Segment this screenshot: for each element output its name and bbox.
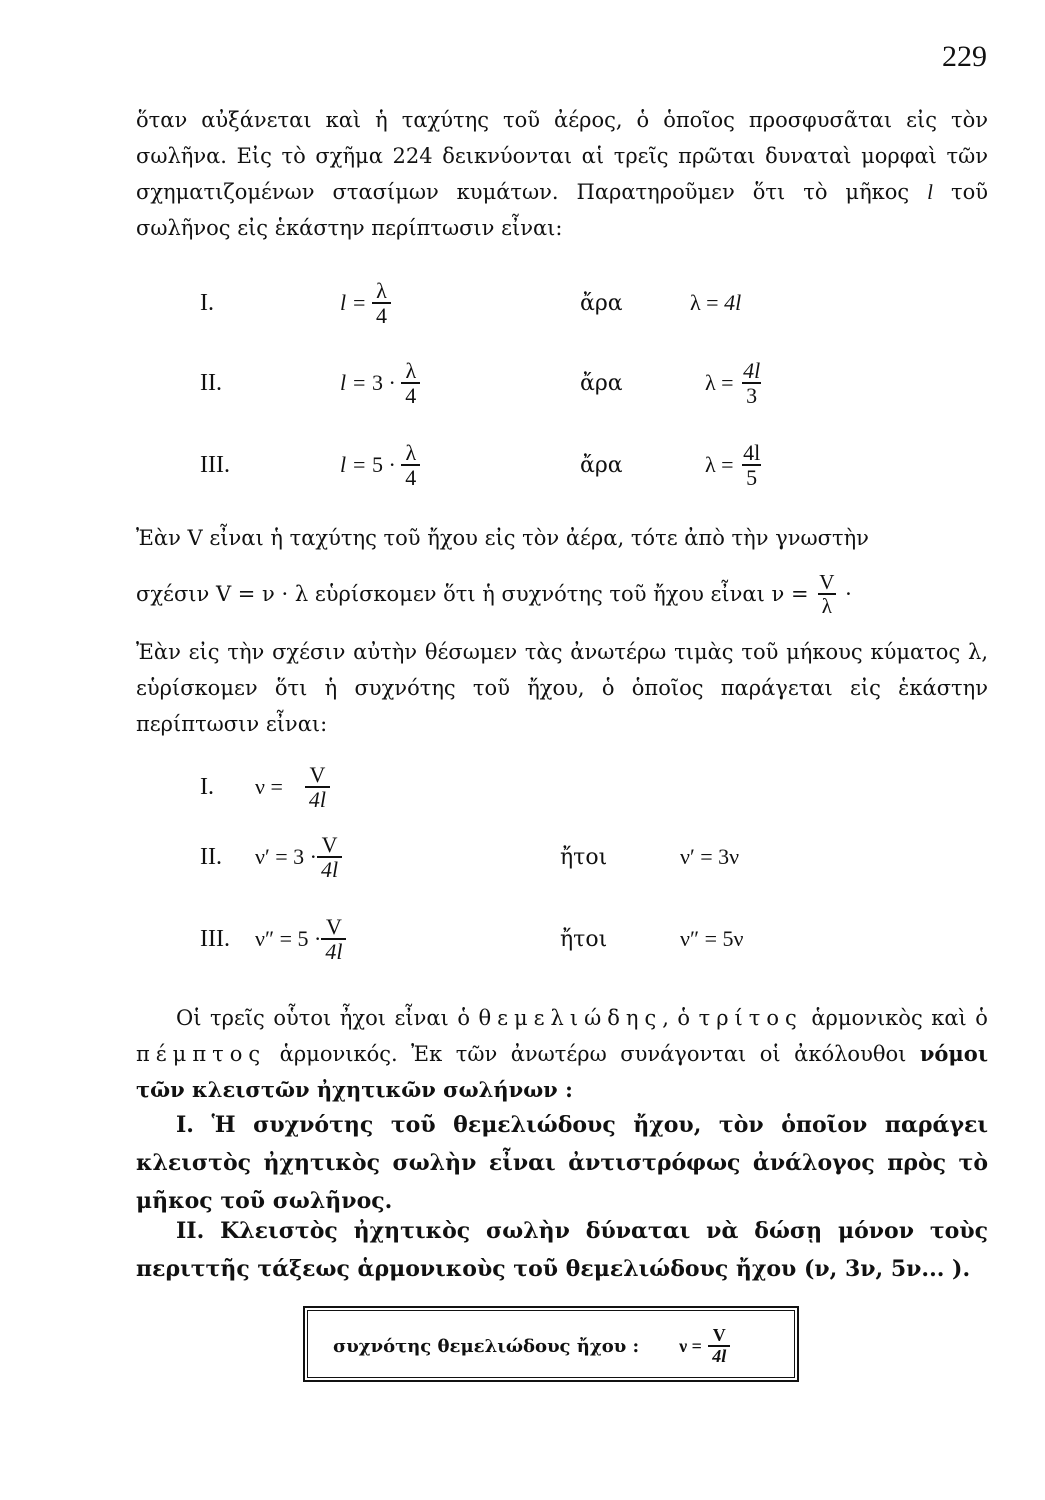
- case-result: λ = $\frac{4l}{3}$: [705, 348, 764, 418]
- ara-word: ἄρα: [580, 370, 623, 396]
- length-symbol: l: [927, 180, 933, 204]
- case-lhs: ν = $\frac{V}{4l}$: [255, 752, 330, 822]
- etoi-word: ἤτοι: [560, 926, 608, 952]
- relation-tail: ·: [845, 582, 852, 606]
- case-lhs: ν′ = 3 · $\frac{V}{4l}$: [255, 822, 342, 892]
- case-lhs: l = 3 · $\frac{\lambda}{4}$: [340, 348, 420, 418]
- case-result: λ = 4l: [690, 290, 742, 315]
- fifth-term: πέμπτος: [136, 1042, 267, 1066]
- fraction: $\frac{\lambda}{4}$: [401, 441, 420, 489]
- case-result: ν′ = 3ν: [680, 844, 740, 869]
- relation-line-1: Ἐὰν V εἶναι ἡ ταχύτης τοῦ ἤχου εἰς τὸν ἀέρα, τότε ἀπὸ τὴν γνωστὴν: [136, 526, 869, 550]
- summary-lhs: ν =: [679, 1335, 702, 1356]
- case-lhs: l = 5 · $\frac{\lambda}{4}$: [340, 430, 420, 500]
- summary-fraction: $\frac{V}{4l}$: [708, 1326, 730, 1366]
- case-numeral: II.: [200, 843, 222, 870]
- relation-text: σχέσιν V = ν · λ εὑρίσκομεν ὅτι ἡ συχνότης τοῦ ἤχου εἶναι ν =: [136, 582, 809, 606]
- intro-paragraph: [136, 102, 988, 246]
- frequency-case-3: [200, 904, 840, 974]
- frequency-case-1: [200, 752, 840, 822]
- case-numeral: III.: [200, 451, 230, 478]
- page-number: 229: [942, 40, 987, 73]
- fraction: $\frac{4l}{3}$: [743, 357, 761, 408]
- etoi-word: ἤτοι: [560, 844, 608, 870]
- fraction: $\frac{4l}{5}$: [743, 439, 761, 490]
- intro-text-end: τοῦ σωλῆνος εἰς ἑκάστην περίπτωσιν εἶναι:: [136, 180, 988, 240]
- fraction: $\frac{V}{4l}$: [305, 763, 330, 811]
- frequency-fraction: $\frac{V}{\lambda}$: [819, 569, 835, 618]
- summary-box: [303, 1306, 799, 1382]
- fraction: $\frac{\lambda}{4}$: [401, 359, 420, 407]
- law-2: II. Κλειστὸς ἠχητικὸς σωλὴν δύναται νὰ δώσῃ μόνον τοὺς περιττῆς τάξεως ἁρμονικοὺς τοῦ θεμελιώδους ἤχου (ν, 3ν, 5ν... ).: [136, 1218, 988, 1282]
- length-case-2: [200, 348, 840, 418]
- fraction: $\frac{V}{4l}$: [317, 833, 342, 881]
- case-numeral: III.: [200, 925, 230, 952]
- case-lhs: ν″ = 5 · $\frac{V}{4l}$: [255, 904, 346, 974]
- fundamental-term: θεμελιώδης: [478, 1006, 663, 1030]
- case-result: λ = $\frac{4l}{5}$: [705, 430, 764, 500]
- case-numeral: I.: [200, 289, 214, 316]
- summary-label: συχνότης θεμελιώδους ἤχου :: [333, 1335, 640, 1357]
- laws-heading: νόμοι τῶν κλειστῶν ἠχητικῶν σωλήνων :: [136, 1041, 988, 1102]
- substitution-paragraph: Ἐὰν εἰς τὴν σχέσιν αὐτὴν θέσωμεν τὰς ἀνωτέρω τιμὰς τοῦ μήκους κύματος λ, εὑρίσκομεν ὅτι ἡ συχνότης τοῦ ἤχου, ὁ ὁποῖος παράγεται εἰς ἑκάστην περίπτωσιν εἶναι:: [136, 640, 988, 736]
- harmonics-paragraph: Οἱ τρεῖς οὗτοι ἦχοι εἶναι ὁ θεμελιώδης, ὁ τρίτος ἁρμονικὸς καὶ ὁ πέμπτος ἁρμονικός. Ἐκ τῶν ἀνωτέρω συνάγονται οἱ ἀκόλουθοι νόμοι τῶν κλειστῶν ἠχητικῶν σωλήνων :: [136, 1006, 988, 1102]
- case-numeral: II.: [200, 369, 222, 396]
- case-lhs: l = $\frac{\lambda}{4}$: [340, 268, 391, 338]
- summary-content: [333, 1308, 783, 1384]
- length-case-3: [200, 430, 840, 500]
- third-term: τρίτος: [698, 1006, 803, 1030]
- intro-text: ὅταν αὐξάνεται καὶ ἡ ταχύτης τοῦ ἀέρος, ὁ ὁποῖος προσφυσᾶται εἰς τὸν σωλῆνα. Εἰς τὸ σχῆμα 224 δεικνύονται αἱ τρεῖς πρῶται δυναταὶ μορφαὶ τῶν σχηματιζομένων στασίμων κυμάτων. Παρατηροῦμεν ὅτι τὸ μῆκος: [136, 108, 988, 204]
- case-numeral: I.: [200, 773, 214, 800]
- ara-word: ἄρα: [580, 290, 623, 316]
- case-result: ν″ = 5ν: [680, 926, 744, 951]
- fraction: $\frac{V}{4l}$: [321, 915, 346, 963]
- fraction: $\frac{\lambda}{4}$: [372, 279, 391, 327]
- ara-word: ἄρα: [580, 452, 623, 478]
- relation-line-2: [136, 562, 988, 626]
- length-case-1: [200, 268, 840, 338]
- frequency-case-2: [200, 822, 840, 892]
- law-1: I. Ἡ συχνότης τοῦ θεμελιώδους ἤχου, τὸν ὁποῖον παράγει κλειστὸς ἠχητικὸς σωλὴν εἶναι ἀντιστρόφως ἀνάλογος πρὸς τὸ μῆκος τοῦ σωλῆνος.: [136, 1112, 988, 1214]
